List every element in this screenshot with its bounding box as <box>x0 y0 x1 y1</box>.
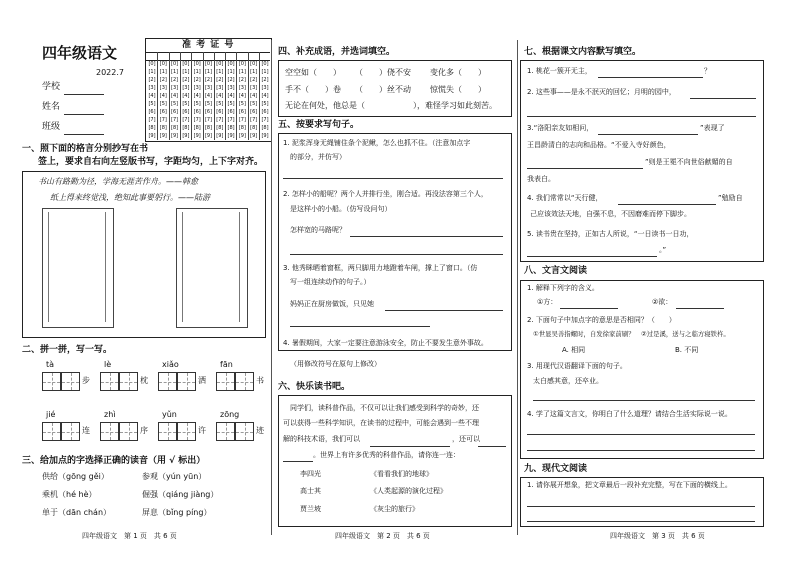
name-field[interactable] <box>64 114 104 115</box>
ticket-digit-bubble[interactable]: [0] <box>193 61 201 67</box>
word-suffix: 枕 <box>140 376 148 385</box>
page-title: 四年级语文 <box>42 44 118 62</box>
ticket-digit-bubble[interactable]: [7] <box>238 117 246 123</box>
s6-para-3: 解的科技术语，我们可以 <box>283 435 360 443</box>
s6-blank-1[interactable] <box>370 446 450 447</box>
ticket-digit-bubble[interactable]: [2] <box>182 77 190 83</box>
ticket-digit-column[interactable] <box>147 60 157 140</box>
footer-page-3: 四年级语文 第 3 页 共 6 页 <box>610 532 705 540</box>
word-suffix: 洒 <box>198 376 206 385</box>
s5-q2-text: 2. 怎样小的船呢？两个人并排行坐，刚合适。再没法容第三个人， <box>283 190 488 198</box>
section1-title: 一、照下面的格言分别抄写在书 <box>22 144 149 154</box>
word-suffix: 连 <box>82 426 90 435</box>
book-2[interactable]: 《人类起源的演化过程》 <box>370 487 447 495</box>
ticket-digit-bubble[interactable]: [5] <box>250 101 258 107</box>
ticket-digit-bubble[interactable]: [7] <box>250 117 258 123</box>
s7-q3-answer-1[interactable] <box>598 134 698 135</box>
section3-title: 三、给加点的字选择正确的读音（用 √ 标出） <box>22 456 206 466</box>
s7-q3-answer-2[interactable] <box>527 168 643 169</box>
section9-title: 九、现代文阅读 <box>524 464 588 474</box>
ticket-digit-bubble[interactable]: [0] <box>159 61 167 67</box>
bookmark-right[interactable] <box>176 208 248 328</box>
s7-q2-answer-1[interactable] <box>690 98 756 99</box>
s6-para-2: 可以获得一些科学知识，在读书的过程中，可能会遇到一些不理 <box>283 419 479 427</box>
pronunciation-item[interactable]: 单于（dān chán） <box>42 508 112 517</box>
ticket-digit-bubble[interactable]: [4] <box>216 93 224 99</box>
ticket-digit-bubble[interactable]: [8] <box>159 125 167 131</box>
idiom-sentence[interactable]: 无论在何处，他总是（ ），难怪学习如此刻苦。 <box>285 101 497 110</box>
ticket-digit-bubble[interactable]: [4] <box>193 93 201 99</box>
ticket-digit-bubble[interactable]: [0] <box>238 61 246 67</box>
pinyin-label: tà <box>46 360 55 369</box>
ticket-digit-bubble[interactable]: [2] <box>159 77 167 83</box>
s5-q3-answer-2[interactable] <box>290 326 430 327</box>
s8-q3-text: 3. 用现代汉语翻译下面的句子。 <box>527 362 627 370</box>
s7-q3-text-5: 我表白。 <box>527 175 555 183</box>
s6-para-4: 。世界上有许多优秀的科普作品，请你连一连： <box>313 451 460 459</box>
ticket-digit-bubble[interactable]: [3] <box>238 85 246 91</box>
class-label: 班级 <box>42 122 61 132</box>
idiom-5[interactable]: （ ）丝不动 <box>355 85 411 94</box>
ticket-digit-bubble[interactable]: [0] <box>171 61 179 67</box>
ticket-digit-bubble[interactable]: [8] <box>148 125 156 131</box>
ticket-digit-bubble[interactable]: [2] <box>216 77 224 83</box>
writing-box[interactable] <box>119 422 138 441</box>
s7-q5-end: 。” <box>659 246 667 254</box>
s7-q4-text-3: 己应该效法天地，自强不息，不因磨难而停下脚步。 <box>530 210 691 218</box>
section6-title: 六、快乐读书吧。 <box>278 382 351 392</box>
s5-q1-answer[interactable] <box>283 178 503 179</box>
ticket-digit-bubble[interactable]: [5] <box>227 101 235 107</box>
s8-q1a-answer[interactable] <box>560 308 618 309</box>
ticket-digit-column[interactable] <box>192 60 202 140</box>
pronunciation-item[interactable]: 参观（yún yūn） <box>142 472 207 481</box>
section7-title: 七、根据课文内容默写填空。 <box>524 47 642 57</box>
ticket-digit-bubble[interactable]: [1] <box>193 69 201 75</box>
ticket-digit-bubble[interactable]: [3] <box>182 85 190 91</box>
pronunciation-item[interactable]: 乘机（hé hè） <box>42 490 97 499</box>
ticket-digit-bubble[interactable]: [1] <box>204 69 213 75</box>
ticket-digit-bubble[interactable]: [5] <box>148 101 156 107</box>
ticket-digit-bubble[interactable]: [4] <box>171 93 179 99</box>
ticket-digit-bubble[interactable]: [9] <box>171 133 179 139</box>
writing-box[interactable] <box>158 422 177 441</box>
section2-title: 二、拼一拼，写一写。 <box>22 345 113 355</box>
pinyin-label: lè <box>104 360 112 369</box>
s8-q4-answer-2[interactable] <box>527 450 755 451</box>
ticket-digit-bubble[interactable]: [3] <box>148 85 156 91</box>
writing-box[interactable] <box>158 372 177 391</box>
name-label: 姓名 <box>42 102 61 112</box>
school-label: 学校 <box>42 82 61 92</box>
writing-box[interactable] <box>216 372 235 391</box>
s5-q2-answer-1[interactable] <box>350 236 503 237</box>
ticket-digit-bubble[interactable]: [6] <box>204 109 213 115</box>
ticket-digit-bubble[interactable]: [4] <box>159 93 167 99</box>
s7-q1-end: ？ <box>704 67 711 75</box>
ticket-digit-bubble[interactable]: [2] <box>204 77 213 83</box>
idiom-3[interactable]: 变化多（ ） <box>430 68 486 77</box>
s5-q3-prompt: 妈妈正在厨房做饭，只见她 <box>290 300 374 308</box>
ticket-digit-column[interactable] <box>260 60 270 140</box>
ticket-digit-bubble[interactable]: [7] <box>171 117 179 123</box>
motto-1: 书山有路勤为径，学海无涯苦作舟。——韩愈 <box>38 177 198 186</box>
s5-q3-text-2: 写一组连续动作的句子。） <box>290 278 371 286</box>
ticket-digit-bubble[interactable]: [7] <box>159 117 167 123</box>
word-suffix: 迹 <box>256 426 264 435</box>
ticket-digit-bubble[interactable]: [2] <box>238 77 246 83</box>
ticket-digit-bubble[interactable]: [7] <box>193 117 201 123</box>
s5-q1-text: 1. 泥浆浑身无绳铺住条个泥鳅，怎么也抓不住。（注意加点字 <box>283 139 471 147</box>
ticket-digit-bubble[interactable]: [3] <box>204 85 213 91</box>
writing-box[interactable] <box>235 372 254 391</box>
ticket-digit-bubble[interactable]: [6] <box>216 109 224 115</box>
writing-box[interactable] <box>61 372 80 391</box>
s7-q4-text: 4. 我们常常以“天行健， <box>527 194 603 202</box>
s5-q1-text-2: 的部分，并仿写） <box>290 153 346 161</box>
pinyin-label: jié <box>46 410 56 419</box>
ticket-digit-bubble[interactable]: [4] <box>182 93 190 99</box>
footer-page-2: 四年级语文 第 2 页 共 6 页 <box>335 532 430 540</box>
writing-box[interactable] <box>235 422 254 441</box>
ticket-digit-bubble[interactable]: [8] <box>204 125 213 131</box>
ticket-digit-bubble[interactable]: [6] <box>193 109 201 115</box>
ticket-digit-bubble[interactable]: [5] <box>238 101 246 107</box>
exam-date: 2022.7 <box>96 68 124 77</box>
ticket-digit-bubble[interactable]: [3] <box>171 85 179 91</box>
ticket-digit-bubble[interactable]: [6] <box>171 109 179 115</box>
ticket-digit-bubble[interactable]: [9] <box>193 133 201 139</box>
ticket-digit-bubble[interactable]: [0] <box>261 61 269 67</box>
ticket-digit-bubble[interactable]: [1] <box>148 69 156 75</box>
ticket-digit-bubble[interactable]: [9] <box>182 133 190 139</box>
ticket-digit-bubble[interactable]: [4] <box>148 93 156 99</box>
book-3[interactable]: 《灰尘的旅行》 <box>370 505 419 513</box>
s7-q2-answer-2[interactable] <box>527 116 756 117</box>
ticket-digit-bubble[interactable]: [5] <box>193 101 201 107</box>
ticket-digit-bubble[interactable]: [1] <box>227 69 235 75</box>
s8-option-a[interactable]: A. 相同 <box>562 346 586 354</box>
s6-para-1: 同学们，读科普作品，不仅可以让我们感受到科学的奇妙，还 <box>290 404 479 412</box>
ticket-digit-bubble[interactable]: [6] <box>227 109 235 115</box>
writing-box[interactable] <box>100 372 119 391</box>
ticket-digit-bubble[interactable]: [1] <box>159 69 167 75</box>
ticket-digit-bubble[interactable]: [9] <box>204 133 213 139</box>
ticket-number-label: 准 考 证 号 <box>182 40 235 50</box>
writing-box[interactable] <box>61 422 80 441</box>
idiom-4[interactable]: 手不（ ）卷 <box>285 85 341 94</box>
idiom-6[interactable]: 惊慌失（ ） <box>430 85 486 94</box>
ticket-digit-bubble[interactable]: [1] <box>261 69 269 75</box>
ticket-digit-bubble[interactable]: [5] <box>171 101 179 107</box>
pinyin-label: xiǎo <box>162 360 179 369</box>
ticket-digit-bubble[interactable]: [8] <box>171 125 179 131</box>
ticket-digit-bubble[interactable]: [0] <box>216 61 224 67</box>
motto-2: 纸上得来终觉浅，绝知此事要躬行。——陆游 <box>50 193 210 202</box>
ticket-digit-bubble[interactable]: [2] <box>171 77 179 83</box>
ticket-digit-bubble[interactable]: [4] <box>261 93 269 99</box>
ticket-digit-bubble[interactable]: [3] <box>227 85 235 91</box>
s8-q1a-label: ①方： <box>537 298 558 306</box>
ticket-digit-bubble[interactable]: [7] <box>261 117 269 123</box>
ticket-digit-bubble[interactable]: [0] <box>182 61 190 67</box>
ticket-digit-bubble[interactable]: [6] <box>148 109 156 115</box>
ticket-digit-bubble[interactable]: [9] <box>216 133 224 139</box>
ticket-digit-bubble[interactable]: [6] <box>238 109 246 115</box>
s7-q3-text: 3.“洛阳亲友如相问， <box>527 124 594 132</box>
s7-q4-text-2: ”勉励自 <box>718 194 743 202</box>
ticket-digit-bubble[interactable]: [2] <box>250 77 258 83</box>
idiom-2[interactable]: （ ）侥不安 <box>355 68 411 77</box>
s5-q3-answer-1[interactable] <box>385 310 503 311</box>
ticket-digit-bubble[interactable]: [1] <box>182 69 190 75</box>
ticket-digit-bubble[interactable]: [2] <box>261 77 269 83</box>
section8-title: 八、文言文阅读 <box>524 266 588 276</box>
section1-instruction: 签上，要求自右向左竖版书写，字距均匀，上下字对齐。 <box>38 157 264 167</box>
writing-box[interactable] <box>177 372 196 391</box>
school-field[interactable] <box>64 94 104 95</box>
author-3[interactable]: 贾兰坡 <box>300 505 321 513</box>
ticket-digit-bubble[interactable]: [3] <box>159 85 167 91</box>
pinyin-label: zhì <box>104 410 116 419</box>
ticket-digit-bubble[interactable]: [9] <box>148 133 156 139</box>
ticket-digit-bubble[interactable]: [7] <box>216 117 224 123</box>
ticket-digit-bubble[interactable]: [8] <box>182 125 190 131</box>
s5-q2-text-2: 是这样小的小船。（仿写设问句） <box>290 205 392 213</box>
s8-q2-sentences: ①世显吴善指螺时，自发徐家前刷？ ②过是溪，送与之临方寝铁杵。 <box>533 330 730 338</box>
ticket-digit-bubble[interactable]: [8] <box>261 125 269 131</box>
pinyin-label: yǔn <box>162 410 177 419</box>
s5-q4-text[interactable]: 4. 暑假期间，大家一定要注意游泳安全，防止不要发生意外事故。 <box>283 339 488 347</box>
word-suffix: 书 <box>256 376 264 385</box>
ticket-digit-bubble[interactable]: [9] <box>159 133 167 139</box>
ticket-digit-bubble[interactable]: [2] <box>148 77 156 83</box>
ticket-digit-column[interactable] <box>181 60 191 140</box>
ticket-digit-bubble[interactable]: [9] <box>261 133 269 139</box>
ticket-digit-bubble[interactable]: [5] <box>159 101 167 107</box>
ticket-digit-bubble[interactable]: [3] <box>261 85 269 91</box>
ticket-digit-bubble[interactable]: [1] <box>171 69 179 75</box>
writing-box[interactable] <box>100 422 119 441</box>
ticket-digit-bubble[interactable]: [0] <box>227 61 235 67</box>
ticket-digit-bubble[interactable]: [0] <box>148 61 156 67</box>
ticket-digit-bubble[interactable]: [1] <box>250 69 258 75</box>
s8-q1b-label: ②欲： <box>652 298 673 306</box>
ticket-digit-column[interactable] <box>237 60 247 140</box>
ticket-digit-column[interactable] <box>204 60 214 140</box>
writing-box[interactable] <box>119 372 138 391</box>
pronunciation-item[interactable]: 倔强（qiáng jiàng） <box>142 490 219 499</box>
s8-q4-answer-1[interactable] <box>527 434 755 435</box>
bookmark-left[interactable] <box>42 208 114 328</box>
ticket-digit-bubble[interactable]: [8] <box>216 125 224 131</box>
section5-title: 五、按要求写句子。 <box>278 120 360 130</box>
ticket-digit-bubble[interactable]: [2] <box>193 77 201 83</box>
ticket-digit-bubble[interactable]: [0] <box>250 61 258 67</box>
writing-box[interactable] <box>42 372 61 391</box>
ticket-digit-bubble[interactable]: [4] <box>204 93 213 99</box>
ticket-digit-bubble[interactable]: [2] <box>227 77 235 83</box>
s5-q2-answer-2[interactable] <box>290 254 503 255</box>
s5-q3-text: 3. 他秀眯晒着窗框，两只脚用力地蹬着车闸，撑上了窗口。（仿 <box>283 264 478 272</box>
ticket-digit-column[interactable] <box>170 60 180 140</box>
s8-q1b-answer[interactable] <box>676 308 724 309</box>
s8-q3-answer[interactable] <box>533 400 755 401</box>
ticket-digit-bubble[interactable]: [7] <box>204 117 213 123</box>
word-suffix: 步 <box>82 376 90 385</box>
ticket-digit-bubble[interactable]: [9] <box>227 133 235 139</box>
ticket-digit-bubble[interactable]: [4] <box>227 93 235 99</box>
s7-q3-text-2: ”表现了 <box>700 124 725 132</box>
ticket-digit-column[interactable] <box>226 60 236 140</box>
writing-box[interactable] <box>177 422 196 441</box>
ticket-digit-bubble[interactable]: [7] <box>148 117 156 123</box>
ticket-digit-bubble[interactable]: [4] <box>250 93 258 99</box>
idiom-1[interactable]: 空空如（ ） <box>285 68 341 77</box>
ticket-digit-bubble[interactable]: [5] <box>182 101 190 107</box>
ticket-digit-bubble[interactable]: [1] <box>216 69 224 75</box>
ticket-digit-bubble[interactable]: [7] <box>227 117 235 123</box>
s7-q4-answer[interactable] <box>618 204 716 205</box>
s8-q2-text: 2. 下面句子中加点字的意思是否相同？（ ） <box>527 316 676 324</box>
ticket-digit-bubble[interactable]: [5] <box>204 101 213 107</box>
author-1[interactable]: 李四光 <box>300 470 321 478</box>
ticket-digit-bubble[interactable]: [0] <box>204 61 213 67</box>
s7-q3-text-3: 王昌龄清白的志向和品格。“不爱入寺好颜色， <box>527 141 671 149</box>
s7-q5-answer[interactable] <box>527 256 657 257</box>
pronunciation-item[interactable]: 屏息（bǐng píng） <box>142 508 212 517</box>
ticket-digit-bubble[interactable]: [3] <box>250 85 258 91</box>
s7-q1-text: 1. 桃花一簇开无主， <box>527 67 592 75</box>
ticket-digit-column[interactable] <box>215 60 225 140</box>
s6-blank-3[interactable] <box>283 461 313 462</box>
section4-title: 四、补充成语，并选词填空。 <box>278 47 396 57</box>
ticket-digit-bubble[interactable]: [6] <box>250 109 258 115</box>
ticket-digit-column[interactable] <box>158 60 168 140</box>
book-1[interactable]: 《看看我们的地球》 <box>370 470 433 478</box>
ticket-digit-bubble[interactable]: [9] <box>238 133 246 139</box>
writing-box[interactable] <box>42 422 61 441</box>
class-field[interactable] <box>64 134 104 135</box>
ticket-digit-bubble[interactable]: [8] <box>250 125 258 131</box>
s8-q4-text: 4. 学了这篇文言文，你明白了什么道理？请结合生活实际说一说。 <box>527 410 732 418</box>
ticket-digit-column[interactable] <box>249 60 259 140</box>
sentence-frame <box>278 133 512 351</box>
s9-q1-answer-1[interactable] <box>527 506 755 507</box>
author-2[interactable]: 高士其 <box>300 487 321 495</box>
ticket-digit-bubble[interactable]: [3] <box>193 85 201 91</box>
ticket-digit-bubble[interactable]: [5] <box>261 101 269 107</box>
ticket-digit-bubble[interactable]: [6] <box>182 109 190 115</box>
ticket-digit-bubble[interactable]: [6] <box>159 109 167 115</box>
s7-q2-text: 2. 这些事——是永不泯灭的回忆；月明的园中， <box>527 88 676 96</box>
s5-q2-prompt: 怎样宽的马路呢？ <box>290 226 346 234</box>
s7-q3-text-4: ”则是王冕不向世俗献媚的自 <box>645 158 733 166</box>
ticket-digit-bubble[interactable]: [6] <box>261 109 269 115</box>
word-suffix: 序 <box>140 426 148 435</box>
pinyin-label: fān <box>220 360 233 369</box>
ticket-digit-bubble[interactable]: [7] <box>182 117 190 123</box>
pinyin-label: zōng <box>220 410 240 419</box>
pronunciation-item[interactable]: 供给（gōng gěi） <box>42 472 109 481</box>
writing-box[interactable] <box>216 422 235 441</box>
ticket-digit-bubble[interactable]: [9] <box>250 133 258 139</box>
s9-q1-answer-2[interactable] <box>527 521 755 522</box>
s9-q1-text: 1. 请你展开想象，把文章最后一段补充完整，写在下面的横线上。 <box>527 481 732 489</box>
footer-page-1: 四年级语文 第 1 页 共 6 页 <box>82 532 177 540</box>
s8-option-b[interactable]: B. 不同 <box>675 346 699 354</box>
s6-para-3b: ，还可以 <box>452 435 480 443</box>
ticket-digit-bubble[interactable]: [1] <box>238 69 246 75</box>
s5-q4-text-2: （用修改符号在原句上修改） <box>290 360 381 368</box>
ticket-digit-bubble[interactable]: [8] <box>238 125 246 131</box>
s7-q1-answer[interactable] <box>598 77 703 78</box>
word-suffix: 许 <box>198 426 206 435</box>
s7-q5-text: 5. 读书贵在坚持，正如古人所说，“一日读书一日功， <box>527 230 694 238</box>
s8-q3-sentence: 太白感其意，还卒业。 <box>533 377 603 385</box>
s6-blank-2[interactable] <box>478 446 506 447</box>
ticket-digit-bubble[interactable]: [3] <box>216 85 224 91</box>
ticket-digit-bubble[interactable]: [5] <box>216 101 224 107</box>
ticket-digit-bubble[interactable]: [8] <box>193 125 201 131</box>
s8-q1-text: 1. 解释下列字的含义。 <box>527 284 599 292</box>
ticket-digit-bubble[interactable]: [8] <box>227 125 235 131</box>
ticket-digit-bubble[interactable]: [4] <box>238 93 246 99</box>
